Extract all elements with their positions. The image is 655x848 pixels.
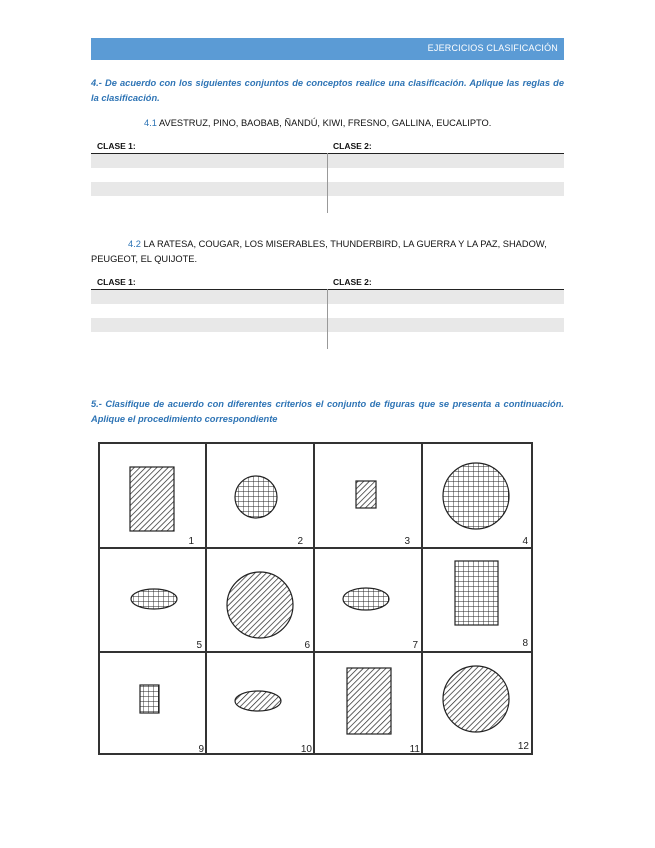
figure-6-circle [227,572,293,638]
item-4-1-text: AVESTRUZ, PINO, BAOBAB, ÑANDÚ, KIWI, FRESNO, GALLINA, EUCALIPTO. [156,118,492,128]
item-4-2-text: LA RATESA, COUGAR, LOS MISERABLES, THUNDERBIRD, LA GUERRA Y LA PAZ, SHADOW, [140,239,547,249]
figure-4-circle [443,463,509,529]
figure-5-ellipse [131,589,177,609]
item-4-2 [91,237,564,252]
figure-label: 5 [196,640,202,651]
item-4-1 [144,116,491,131]
figure-12-circle [443,666,509,732]
header-bar [91,38,564,60]
classification-table-4-1 [91,141,564,213]
table-divider [327,153,328,213]
figure-label: 12 [517,741,529,752]
figure-label: 11 [409,744,420,755]
item-4-2-number: 4.2 [128,239,141,249]
figure-3-square [356,481,376,508]
question-5-title: 5.- Clasifique de acuerdo con diferentes criterios el conjunto de figuras que se presenta a continuación. Aplique el procedimiento correspondiente [91,399,564,424]
figure-label: 10 [300,744,312,755]
figure-10-ellipse [235,691,281,711]
figure-1-rectangle [130,467,174,531]
header-title: EJERCICIOS CLASIFICACIÓN [427,43,558,53]
figure-label: 6 [304,640,310,651]
figure-7-ellipse [343,588,389,610]
figure-11-rectangle [347,668,391,734]
table-header-class-2: CLASE 2: [333,277,372,287]
figure-2-circle [235,476,277,518]
figure-label: 8 [522,638,528,649]
figure-label: 2 [297,536,303,547]
table-header-class-1: CLASE 1: [97,141,136,151]
figure-label: 1 [188,536,194,547]
figure-8-rectangle [455,561,498,625]
item-4-2-line2: PEUGEOT, EL QUIJOTE. [91,254,198,264]
figures-grid [98,441,533,756]
table-header-class-2: CLASE 2: [333,141,372,151]
figure-label: 4 [522,536,528,547]
table-divider [327,289,328,349]
figure-label: 3 [404,536,410,547]
table-header-class-1: CLASE 1: [97,277,136,287]
question-4-title: 4.- De acuerdo con los siguientes conjuntos de conceptos realice una clasificación. Aplique las reglas de la clasificación. [91,78,564,103]
figure-9-rectangle [140,685,159,713]
classification-table-4-2 [91,277,564,349]
figure-label: 7 [412,640,418,651]
figure-label: 9 [198,744,204,755]
item-4-1-number: 4.1 [144,118,157,128]
